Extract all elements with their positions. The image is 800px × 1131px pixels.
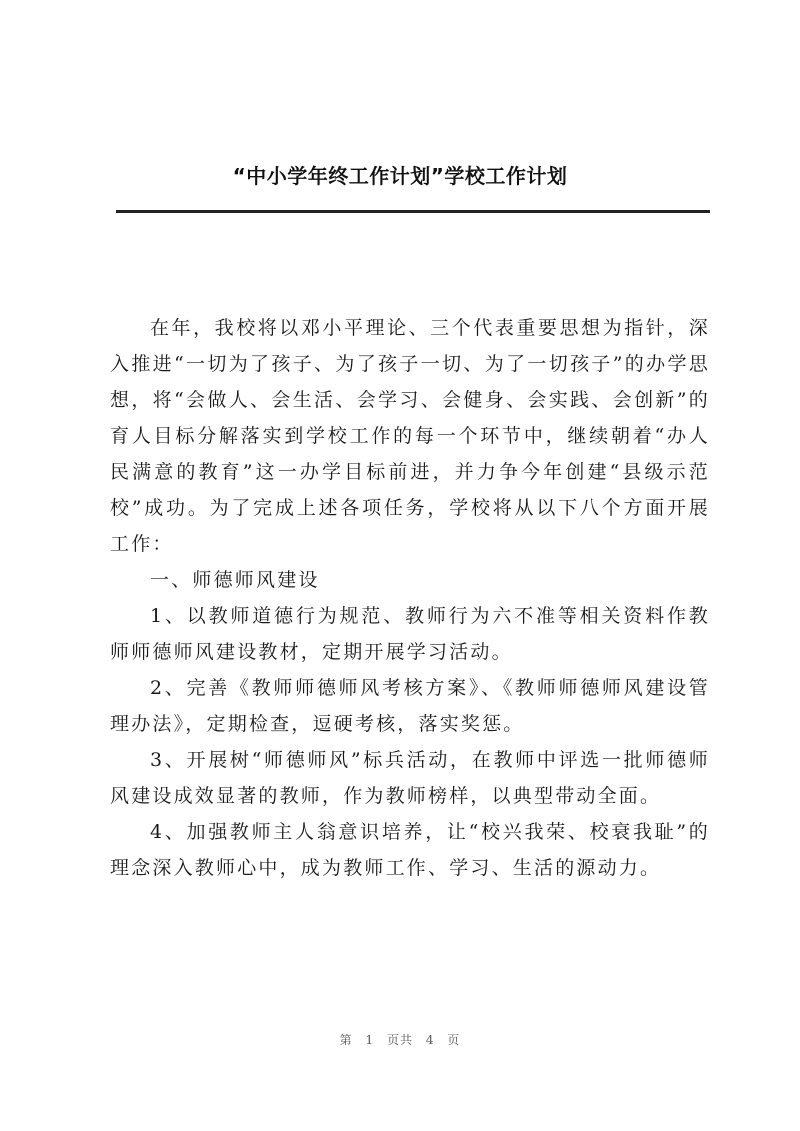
footer-total-pages: 4 — [425, 1033, 435, 1047]
paragraph-item-2: 2、完善《教师师德师风考核方案》、《教师师德师风建设管理办法》，定期检查，逗硬考核，落实奖惩。 — [110, 677, 710, 735]
paragraph-item-4: 4、加强教师主人翁意识培养，让“校兴我荣、校衰我耻”的理念深入教师心中，成为教师工作、学习、生活的源动力。 — [110, 821, 710, 879]
document-title: “中小学年终工作计划”学校工作计划 — [232, 164, 568, 188]
footer-page-number: 1 — [365, 1033, 375, 1047]
footer-middle: 页共 — [386, 1033, 413, 1047]
page-footer — [0, 1031, 800, 1048]
paragraph-item-3: 3、开展树“师德师风”标兵活动，在教师中评选一批师德师风建设成效显著的教师，作为教师榜样，以典型带动全面。 — [110, 749, 710, 807]
paragraph-item-1: 1、以教师道德行为规范、教师行为六不准等相关资料作教师师德师风建设教材，定期开展学习活动。 — [110, 605, 710, 663]
title-divider — [116, 210, 710, 213]
paragraph-intro: 在年，我校将以邓小平理论、三个代表重要思想为指针，深入推进“一切为了孩子、为了孩子一切、为了一切孩子”的办学思想，将“会做人、会生活、会学习、会健身、会实践、会创新”的育人目标分解落实到学校工作的每一个环节中，继续朝着“办人民满意的教育”这一办学目标前进，并力争今年创建“县级示范校”成功。为了完成上述各项任务，学校将从以下八个方面开展工作： — [110, 317, 710, 555]
footer-prefix: 第 — [339, 1033, 353, 1047]
document-body — [110, 310, 710, 886]
footer-suffix: 页 — [447, 1033, 461, 1047]
section-heading: 一、师德师风建设 — [150, 569, 320, 591]
